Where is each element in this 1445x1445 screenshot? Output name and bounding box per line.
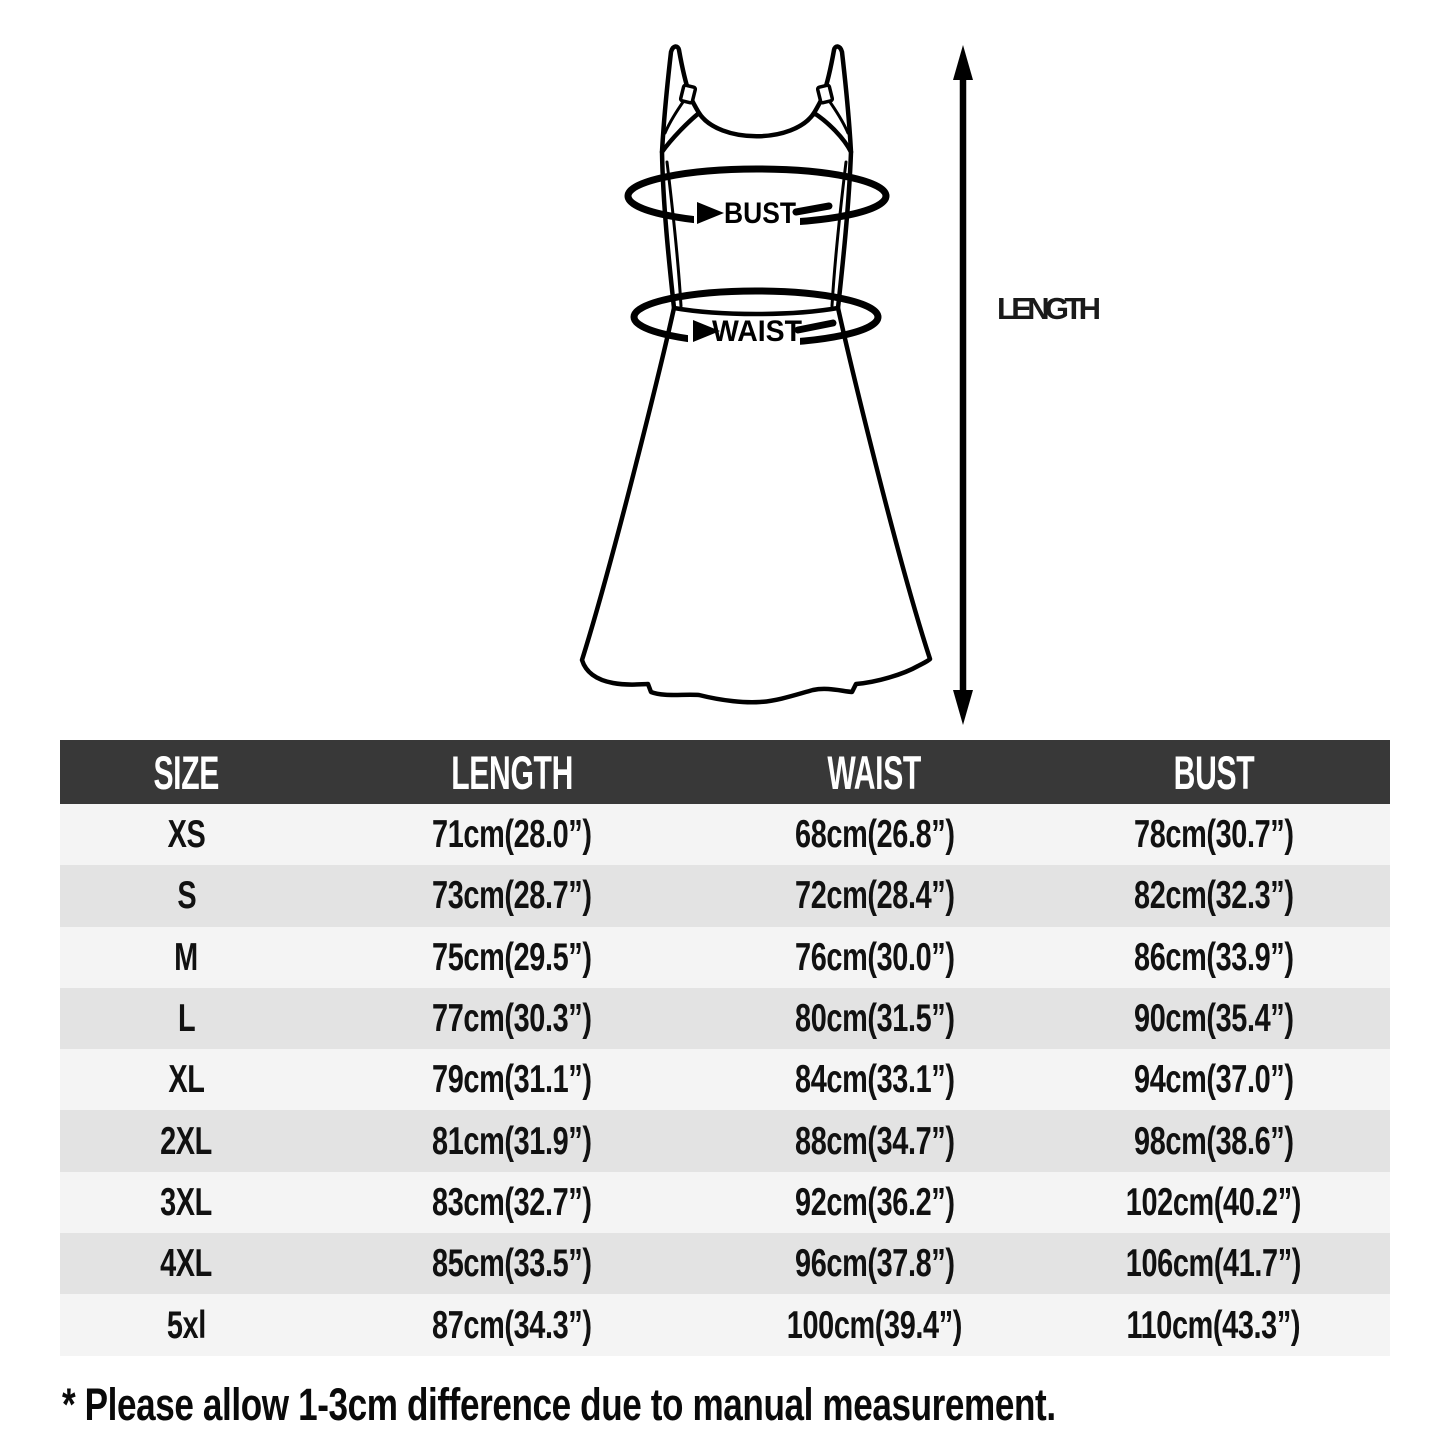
cell-length: 71cm(28.0”)	[432, 813, 592, 857]
cell-length: 81cm(31.9”)	[432, 1119, 592, 1163]
cell-waist: 68cm(26.8”)	[794, 813, 955, 857]
table-row	[60, 865, 1390, 926]
cell-length: 73cm(28.7”)	[432, 874, 592, 918]
length-label: LENGTH	[997, 291, 1103, 326]
dress-sketch	[582, 46, 930, 702]
length-measure	[953, 45, 1103, 725]
table-row	[60, 1049, 1390, 1110]
cell-waist: 80cm(31.5”)	[794, 997, 955, 1041]
cell-size: XS	[167, 813, 206, 857]
cell-bust: 102cm(40.2”)	[1126, 1180, 1302, 1224]
measurement-disclaimer	[62, 1379, 1336, 1430]
cell-waist: 84cm(33.1”)	[794, 1058, 955, 1102]
header-bust-label: BUST	[1173, 745, 1255, 799]
table-row	[60, 1294, 1390, 1355]
header-waist-label: WAIST	[827, 745, 922, 799]
table-row	[60, 804, 1390, 865]
measurement-disclaimer-text: * Please allow 1-3cm difference due to manual measurement.	[62, 1379, 1056, 1430]
cell-length: 83cm(32.7”)	[432, 1180, 592, 1224]
header-bust	[1038, 745, 1390, 799]
cell-length: 75cm(29.5”)	[432, 935, 592, 979]
length-arrowhead-top-icon	[953, 45, 973, 80]
table-header-row	[60, 740, 1390, 804]
cell-waist: 88cm(34.7”)	[794, 1119, 955, 1163]
cell-bust: 106cm(41.7”)	[1126, 1242, 1302, 1286]
cell-size: L	[177, 997, 195, 1041]
cell-bust: 98cm(38.6”)	[1133, 1119, 1294, 1163]
table-row	[60, 1110, 1390, 1171]
table-row	[60, 1172, 1390, 1233]
header-length	[313, 745, 712, 799]
header-size	[60, 745, 313, 799]
cell-bust: 78cm(30.7”)	[1133, 813, 1294, 857]
table-row	[60, 988, 1390, 1049]
cell-bust: 82cm(32.3”)	[1133, 874, 1294, 918]
header-waist	[712, 745, 1038, 799]
cell-size: XL	[168, 1058, 205, 1102]
cell-bust: 110cm(43.3”)	[1126, 1303, 1301, 1347]
length-arrowhead-bottom-icon	[953, 690, 973, 725]
cell-size: M	[174, 935, 199, 979]
cell-size: S	[176, 874, 196, 918]
cell-waist: 92cm(36.2”)	[794, 1180, 955, 1224]
cell-size: 4XL	[160, 1242, 213, 1286]
cell-bust: 90cm(35.4”)	[1133, 997, 1294, 1041]
strap-adjuster-left-icon	[680, 85, 696, 103]
bust-label: BUST	[724, 197, 796, 230]
cell-size: 3XL	[160, 1180, 213, 1224]
cell-waist: 72cm(28.4”)	[794, 874, 955, 918]
cell-bust: 86cm(33.9”)	[1133, 935, 1294, 979]
cell-length: 85cm(33.5”)	[432, 1242, 592, 1286]
cell-length: 87cm(34.3”)	[432, 1303, 592, 1347]
table-row	[60, 1233, 1390, 1294]
cell-waist: 96cm(37.8”)	[794, 1242, 955, 1286]
cell-size: 5xl	[166, 1303, 206, 1347]
cell-length: 77cm(30.3”)	[432, 997, 592, 1041]
cell-size: 2XL	[160, 1119, 213, 1163]
cell-waist: 100cm(39.4”)	[786, 1303, 963, 1347]
size-table	[60, 740, 1390, 1356]
table-row	[60, 927, 1390, 988]
cell-waist: 76cm(30.0”)	[794, 935, 955, 979]
header-length-label: LENGTH	[451, 745, 574, 799]
cell-bust: 94cm(37.0”)	[1133, 1058, 1294, 1102]
header-size-label: SIZE	[153, 745, 220, 799]
strap-adjuster-right-icon	[817, 85, 833, 103]
waist-label: WAIST	[712, 315, 802, 348]
cell-length: 79cm(31.1”)	[432, 1058, 592, 1102]
